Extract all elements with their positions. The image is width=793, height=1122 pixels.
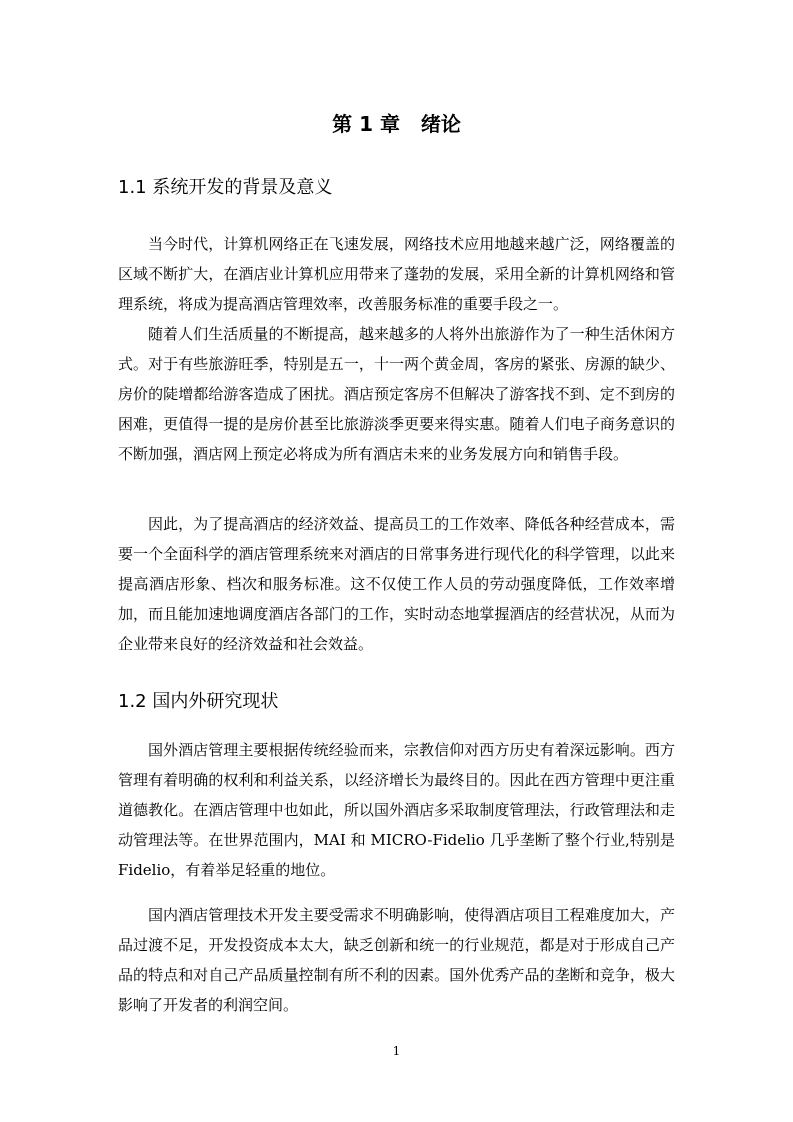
paragraph: 国内酒店管理技术开发主要受需求不明确影响，使得酒店项目工程难度加大，产品过渡不足，开发投资成本太大，缺乏创新和统一的行业规范，都是对于形成自己产品的特点和对自己产品质量控制有所不利的因素。国外优秀产品的垄断和竞争，极大影响了开发者的利润空间。 (118, 906, 675, 1014)
chapter-title: 第 1 章 绪论 (332, 112, 461, 136)
paragraph: 当今时代，计算机网络正在飞速发展，网络技术应用地越来越广泛，网络覆盖的区域不断扩大，在酒店业计算机应用带来了蓬勃的发展，采用全新的计算机网络和管理系统，将成为提高酒店管理效率，改善服务标准的重要手段之一。 (118, 235, 675, 313)
paragraph: 国外酒店管理主要根据传统经验而来，宗教信仰对西方历史有着深远影响。西方管理有着明确的权利和利益关系，以经济增长为最终目的。因此在西方管理中更注重道德教化。在酒店管理中也如此，所以国外酒店多采取制度管理法，行政管理法和走动管理法等。在世界范围内，MAI 和 MICRO-Fidelio 几乎垄断了整个行业,特别是 Fidelio，有着举足轻重的地位。 (118, 741, 675, 879)
section-heading-research-status: 1.2 国内外研究现状 (118, 691, 279, 712)
paragraph: 随着人们生活质量的不断提高，越来越多的人将外出旅游作为了一种生活休闲方式。对于有些旅游旺季，特别是五一，十一两个黄金周，客房的紧张、房源的缺少、房价的陡增都给游客造成了困扰。酒店预定客房不但解决了游客找不到、定不到房的困难，更值得一提的是房价甚至比旅游淡季更要来得实惠。随着人们电子商务意识的不断加强，酒店网上预定必将成为所有酒店未来的业务发展方向和销售手段。 (118, 325, 675, 463)
paragraph: 因此，为了提高酒店的经济效益、提高员工的工作效率、降低各种经营成本，需要一个全面科学的酒店管理系统来对酒店的日常事务进行现代化的科学管理，以此来提高酒店形象、档次和服务标准。这不仅使工作人员的劳动强度降低，工作效率增加，而且能加速地调度酒店各部门的工作，实时动态地掌握酒店的经营状况，从而为企业带来良好的经济效益和社会效益。 (118, 515, 675, 653)
section-heading-background: 1.1 系统开发的背景及意义 (118, 177, 333, 198)
page-number: 1 (392, 1044, 401, 1058)
